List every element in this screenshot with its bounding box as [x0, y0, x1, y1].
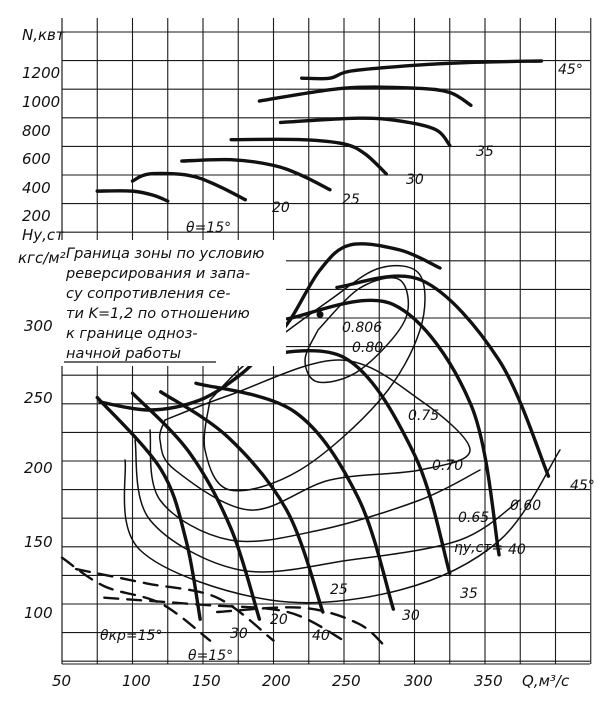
power-axis-title: N,квт	[22, 26, 65, 44]
pressure-curve	[161, 392, 323, 612]
power-tick: 600	[22, 150, 51, 168]
pressure-tick: 150	[24, 533, 53, 551]
efficiency-label-075: 0.75	[408, 408, 440, 424]
x-tick: 150	[192, 672, 221, 690]
pressure-axis-title-line1: Hу,ст	[22, 226, 64, 244]
power-label-35: 35	[476, 144, 494, 160]
pressure-axis-ticks	[24, 317, 53, 622]
power-axis-ticks	[22, 64, 60, 225]
annotation-line-3: су сопротивления се-	[66, 286, 231, 302]
efficiency-label-065: 0.65	[458, 510, 490, 526]
pressure-label-25: 25	[330, 582, 348, 598]
power-label-45: 45°	[558, 62, 583, 78]
pressure-label-40: 40	[508, 542, 526, 558]
pressure-curve	[97, 398, 200, 620]
pressure-tick: 300	[24, 317, 53, 335]
x-tick: 200	[262, 672, 291, 690]
annotation-line-2: реверсирования и запа-	[66, 266, 251, 282]
x-axis-ticks	[52, 672, 503, 690]
efficiency-label-080: 0.80	[352, 340, 384, 356]
pressure-label-30: 30	[402, 608, 420, 624]
annotation-line-1: Граница зоны по условию	[66, 246, 265, 262]
pressure-tick: 200	[24, 459, 53, 477]
pressure-label-40-low: 40	[312, 628, 330, 644]
pressure-axis-title-line2: кгс/м²	[18, 249, 66, 267]
power-curve	[302, 61, 542, 79]
power-tick: 1200	[22, 64, 61, 82]
efficiency-label-070: 0.70	[432, 458, 464, 474]
x-tick: 300	[404, 672, 433, 690]
power-tick: 1000	[22, 93, 61, 111]
power-label-25: 25	[342, 192, 360, 208]
pressure-label-45: 45°	[570, 478, 595, 494]
x-tick: 250	[332, 672, 361, 690]
power-tick: 200	[22, 207, 51, 225]
x-tick: 100	[122, 672, 151, 690]
efficiency-label-060: 0.60	[510, 498, 542, 514]
annotation-line-4: ти K=1,2 по отношению	[66, 306, 250, 322]
x-tick: 50	[52, 672, 72, 690]
annotation-line-6: начной работы	[66, 346, 182, 362]
power-label-20: 20	[272, 200, 290, 216]
efficiency-contour	[160, 360, 470, 510]
stall-label: θкр=15°	[100, 628, 163, 644]
power-label-15: θ=15°	[186, 220, 232, 236]
power-label-30: 30	[406, 172, 424, 188]
power-curve	[259, 87, 471, 105]
pressure-tick: 250	[24, 389, 53, 407]
efficiency-label-0806: 0.806	[342, 320, 383, 336]
pressure-tick: 100	[24, 604, 53, 622]
power-tick: 400	[22, 179, 51, 197]
pressure-label-20: 20	[270, 612, 288, 628]
pressure-label-35: 35	[460, 586, 478, 602]
efficiency-axis-label: ηу,ст=	[454, 540, 504, 556]
pressure-label-15: θ=15°	[188, 648, 234, 664]
x-axis-title: Q,м³/с	[522, 672, 570, 690]
peak-efficiency-point	[317, 311, 324, 318]
power-tick: 800	[22, 122, 51, 140]
pressure-label-30-low: 30	[230, 626, 248, 642]
x-tick: 350	[474, 672, 503, 690]
annotation-line-5: к границе одноз-	[66, 326, 198, 342]
efficiency-labels	[342, 320, 541, 556]
